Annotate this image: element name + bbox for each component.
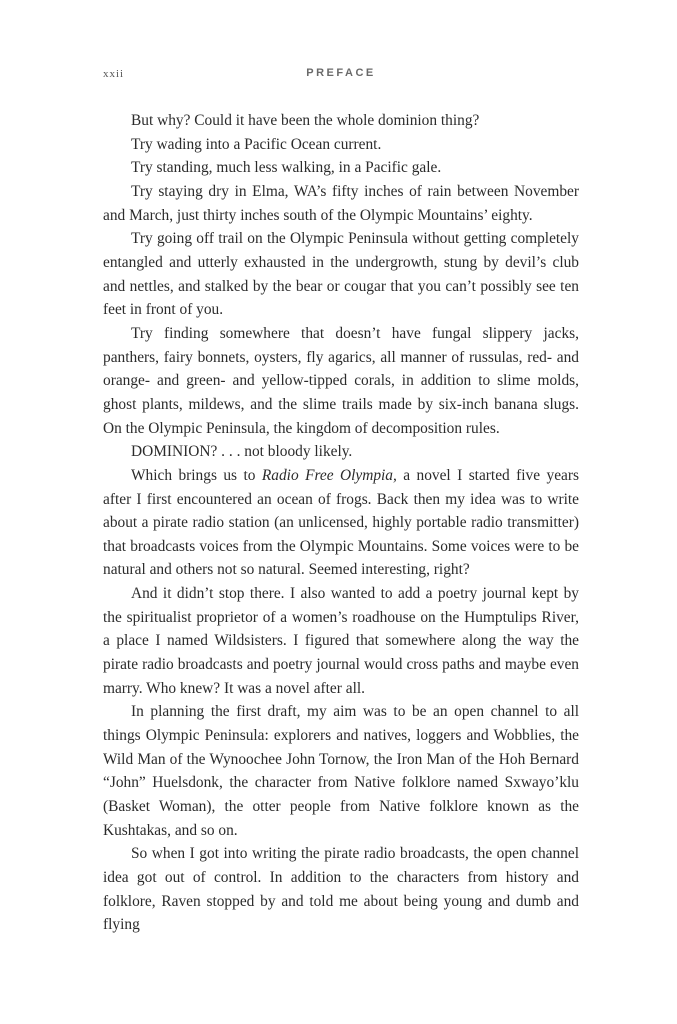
page-header (103, 68, 579, 84)
paragraph: But why? Could it have been the whole dominion thing? (131, 112, 480, 129)
paragraph: Try standing, much less walking, in a Pacific gale. (131, 159, 442, 177)
paragraph-text: Which brings us to (131, 466, 262, 484)
body-text (103, 109, 579, 937)
book-title: Radio Free Olympia, (261, 466, 397, 484)
paragraph: In planning the first draft, my aim was to be an open channel to all things Olympic Peninsula: explorers and natives, loggers and Wobblies, the Wild Man of the Wynoochee John Tornow, the Iron Man of the Hoh Bernard “John” Huelsdonk, the character from Native folklore named Sxwayo’klu (Basket Woman), the otter people from Native folklore known as the Kushtakas, and so on. (103, 703, 579, 839)
paragraph: Try finding somewhere that doesn’t have fungal slippery jacks, panthers, fairy bonnets, oysters, fly agarics, all manner of russulas, red- and orange- and green- and yellow-tipped corals, in addition to slime molds, ghost plants, mildews, and the slime trails made by six-inch banana slugs. On the Olympic Peninsula, the kingdom of decomposition rules. (103, 324, 579, 437)
paragraph (103, 464, 579, 582)
paragraph: DOMINION? . . . not bloody likely. (131, 443, 353, 461)
paragraph: Try going off trail on the Olympic Peninsula without getting completely entangled and utterly exhausted in the undergrowth, stung by devil’s club and nettles, and stalked by the bear or cougar that you can’t possibly see ten feet in front of you. (103, 230, 579, 319)
paragraph: So when I got into writing the pirate radio broadcasts, the open channel idea got out of control. In addition to the characters from history and folklore, Raven stopped by and told me about being young and dumb and flying (103, 845, 579, 934)
paragraph: Try wading into a Pacific Ocean current. (131, 135, 382, 153)
paragraph: Try staying dry in Elma, WA’s fifty inches of rain between November and March, just thirty inches south of the Olympic Mountains’ eighty. (103, 182, 579, 224)
running-head: PREFACE (306, 67, 376, 79)
paragraph: And it didn’t stop there. I also wanted to add a poetry journal kept by the spiritualist proprietor of a women’s roadhouse on the Humptulips River, a place I named Wildsisters. I figured that somewhere along the way the pirate radio broadcasts and poetry journal would cross paths and maybe even marry. Who knew? It was a novel after all. (103, 585, 579, 697)
paragraph-text: a novel I started five years after I first encountered an ocean of frogs. Back then my idea was to write about a pirate radio station (an unlicensed, highly portable radio transmitter) that broadcasts voices from the Olympic Mountains. Some voices were to be natural and others not so natural. Seemed interesting, right? (103, 466, 579, 579)
page-number: xxii (103, 68, 125, 80)
